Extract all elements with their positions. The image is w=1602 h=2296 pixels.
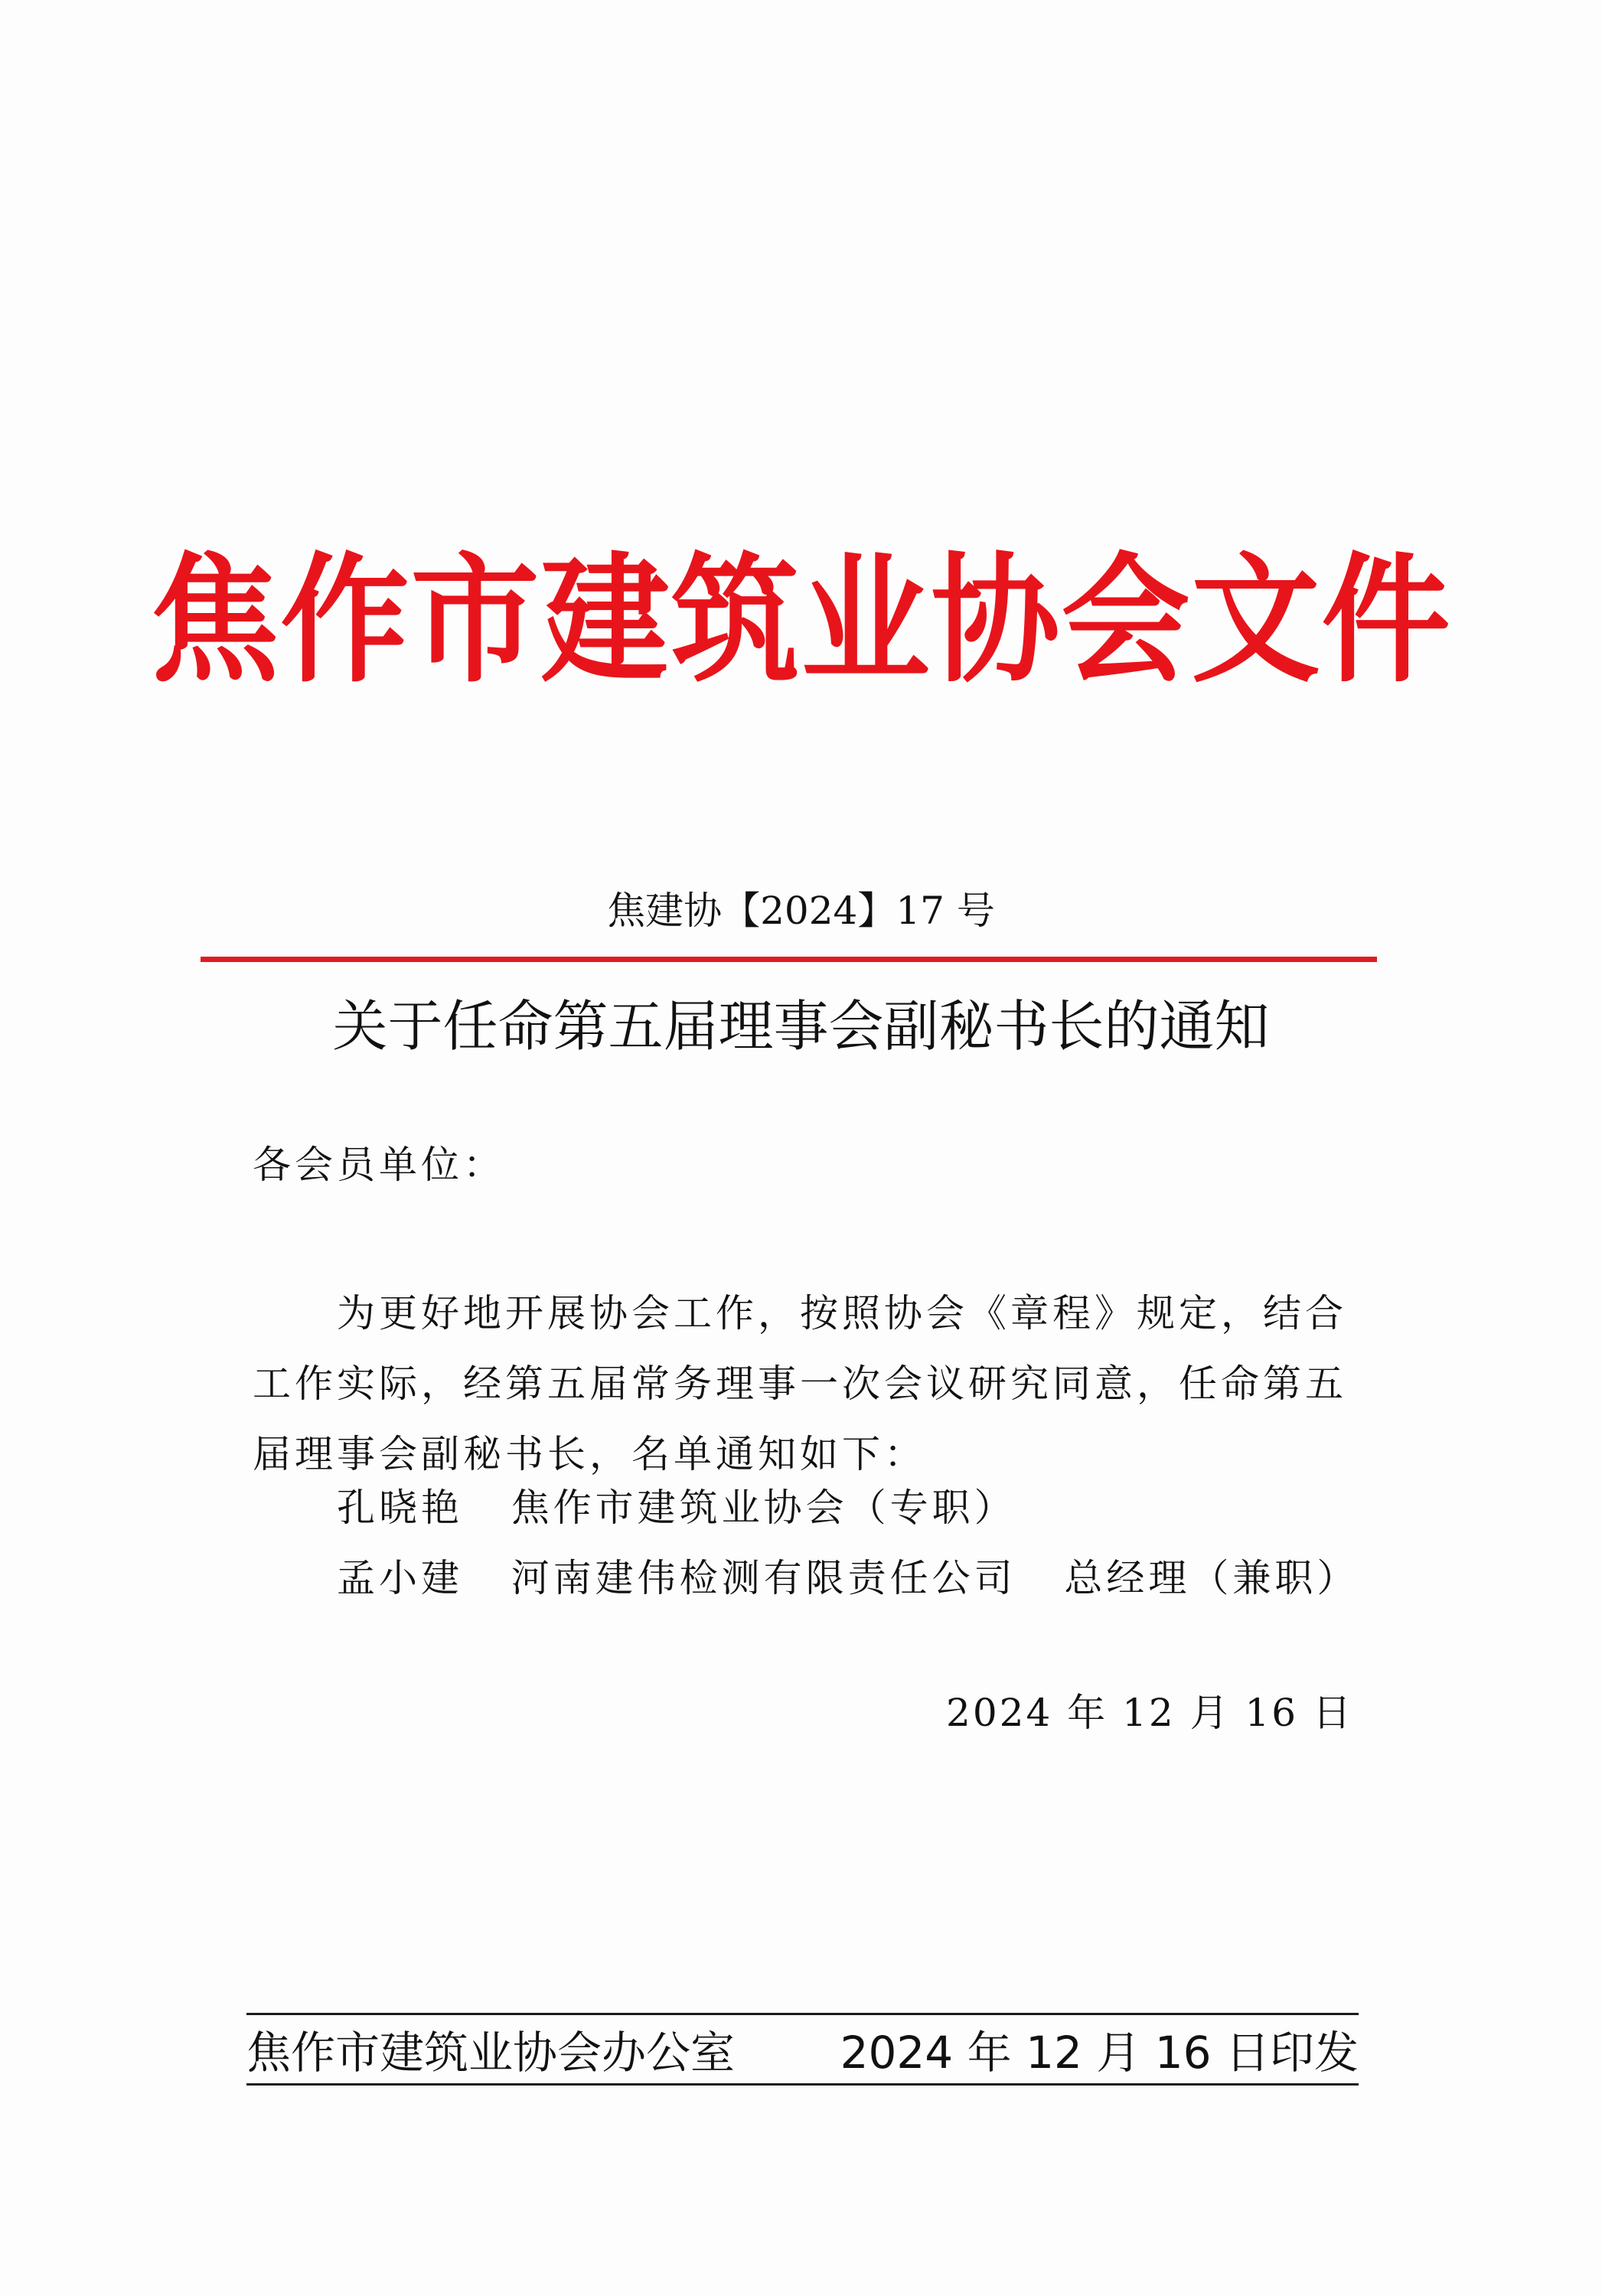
appointee-row (337, 1486, 1016, 1530)
footer-issuer: 焦作市建筑业协会办公室 (246, 2027, 736, 2079)
notice-title: 关于任命第五届理事会副秘书长的通知 (332, 994, 1270, 1058)
appointee-row (337, 1556, 1359, 1600)
footer-top-rule (246, 2013, 1359, 2015)
issue-date: 2024 年 12 月 16 日 (946, 1691, 1353, 1735)
footer-bottom-rule (246, 2083, 1359, 2086)
appointee-name: 孔晓艳 (337, 1486, 463, 1530)
body-text (253, 1278, 1362, 1489)
appointee-name: 孟小建 (337, 1556, 463, 1600)
masthead-title: 焦作市建筑业协会文件 (150, 539, 1452, 702)
body-paragraph: 为更好地开展协会工作，按照协会《章程》规定，结合工作实际，经第五届常务理事一次会议研究同意，任命第五届理事会副秘书长，名单通知如下： (253, 1291, 1347, 1476)
footer-issuer-line (246, 2027, 1359, 2079)
appointee-unit: 河南建伟检测有限责任公司 (511, 1556, 1016, 1600)
footer-print-date: 2024 年 12 月 16 日印发 (840, 2027, 1359, 2079)
appointee-unit: 焦作市建筑业协会（专职） (511, 1486, 1016, 1530)
red-separator-line (201, 957, 1377, 962)
appointee-position: 总经理（兼职） (1064, 1556, 1359, 1600)
document-number: 焦建协【2024】17 号 (607, 889, 995, 933)
salutation: 各会员单位： (253, 1143, 505, 1187)
